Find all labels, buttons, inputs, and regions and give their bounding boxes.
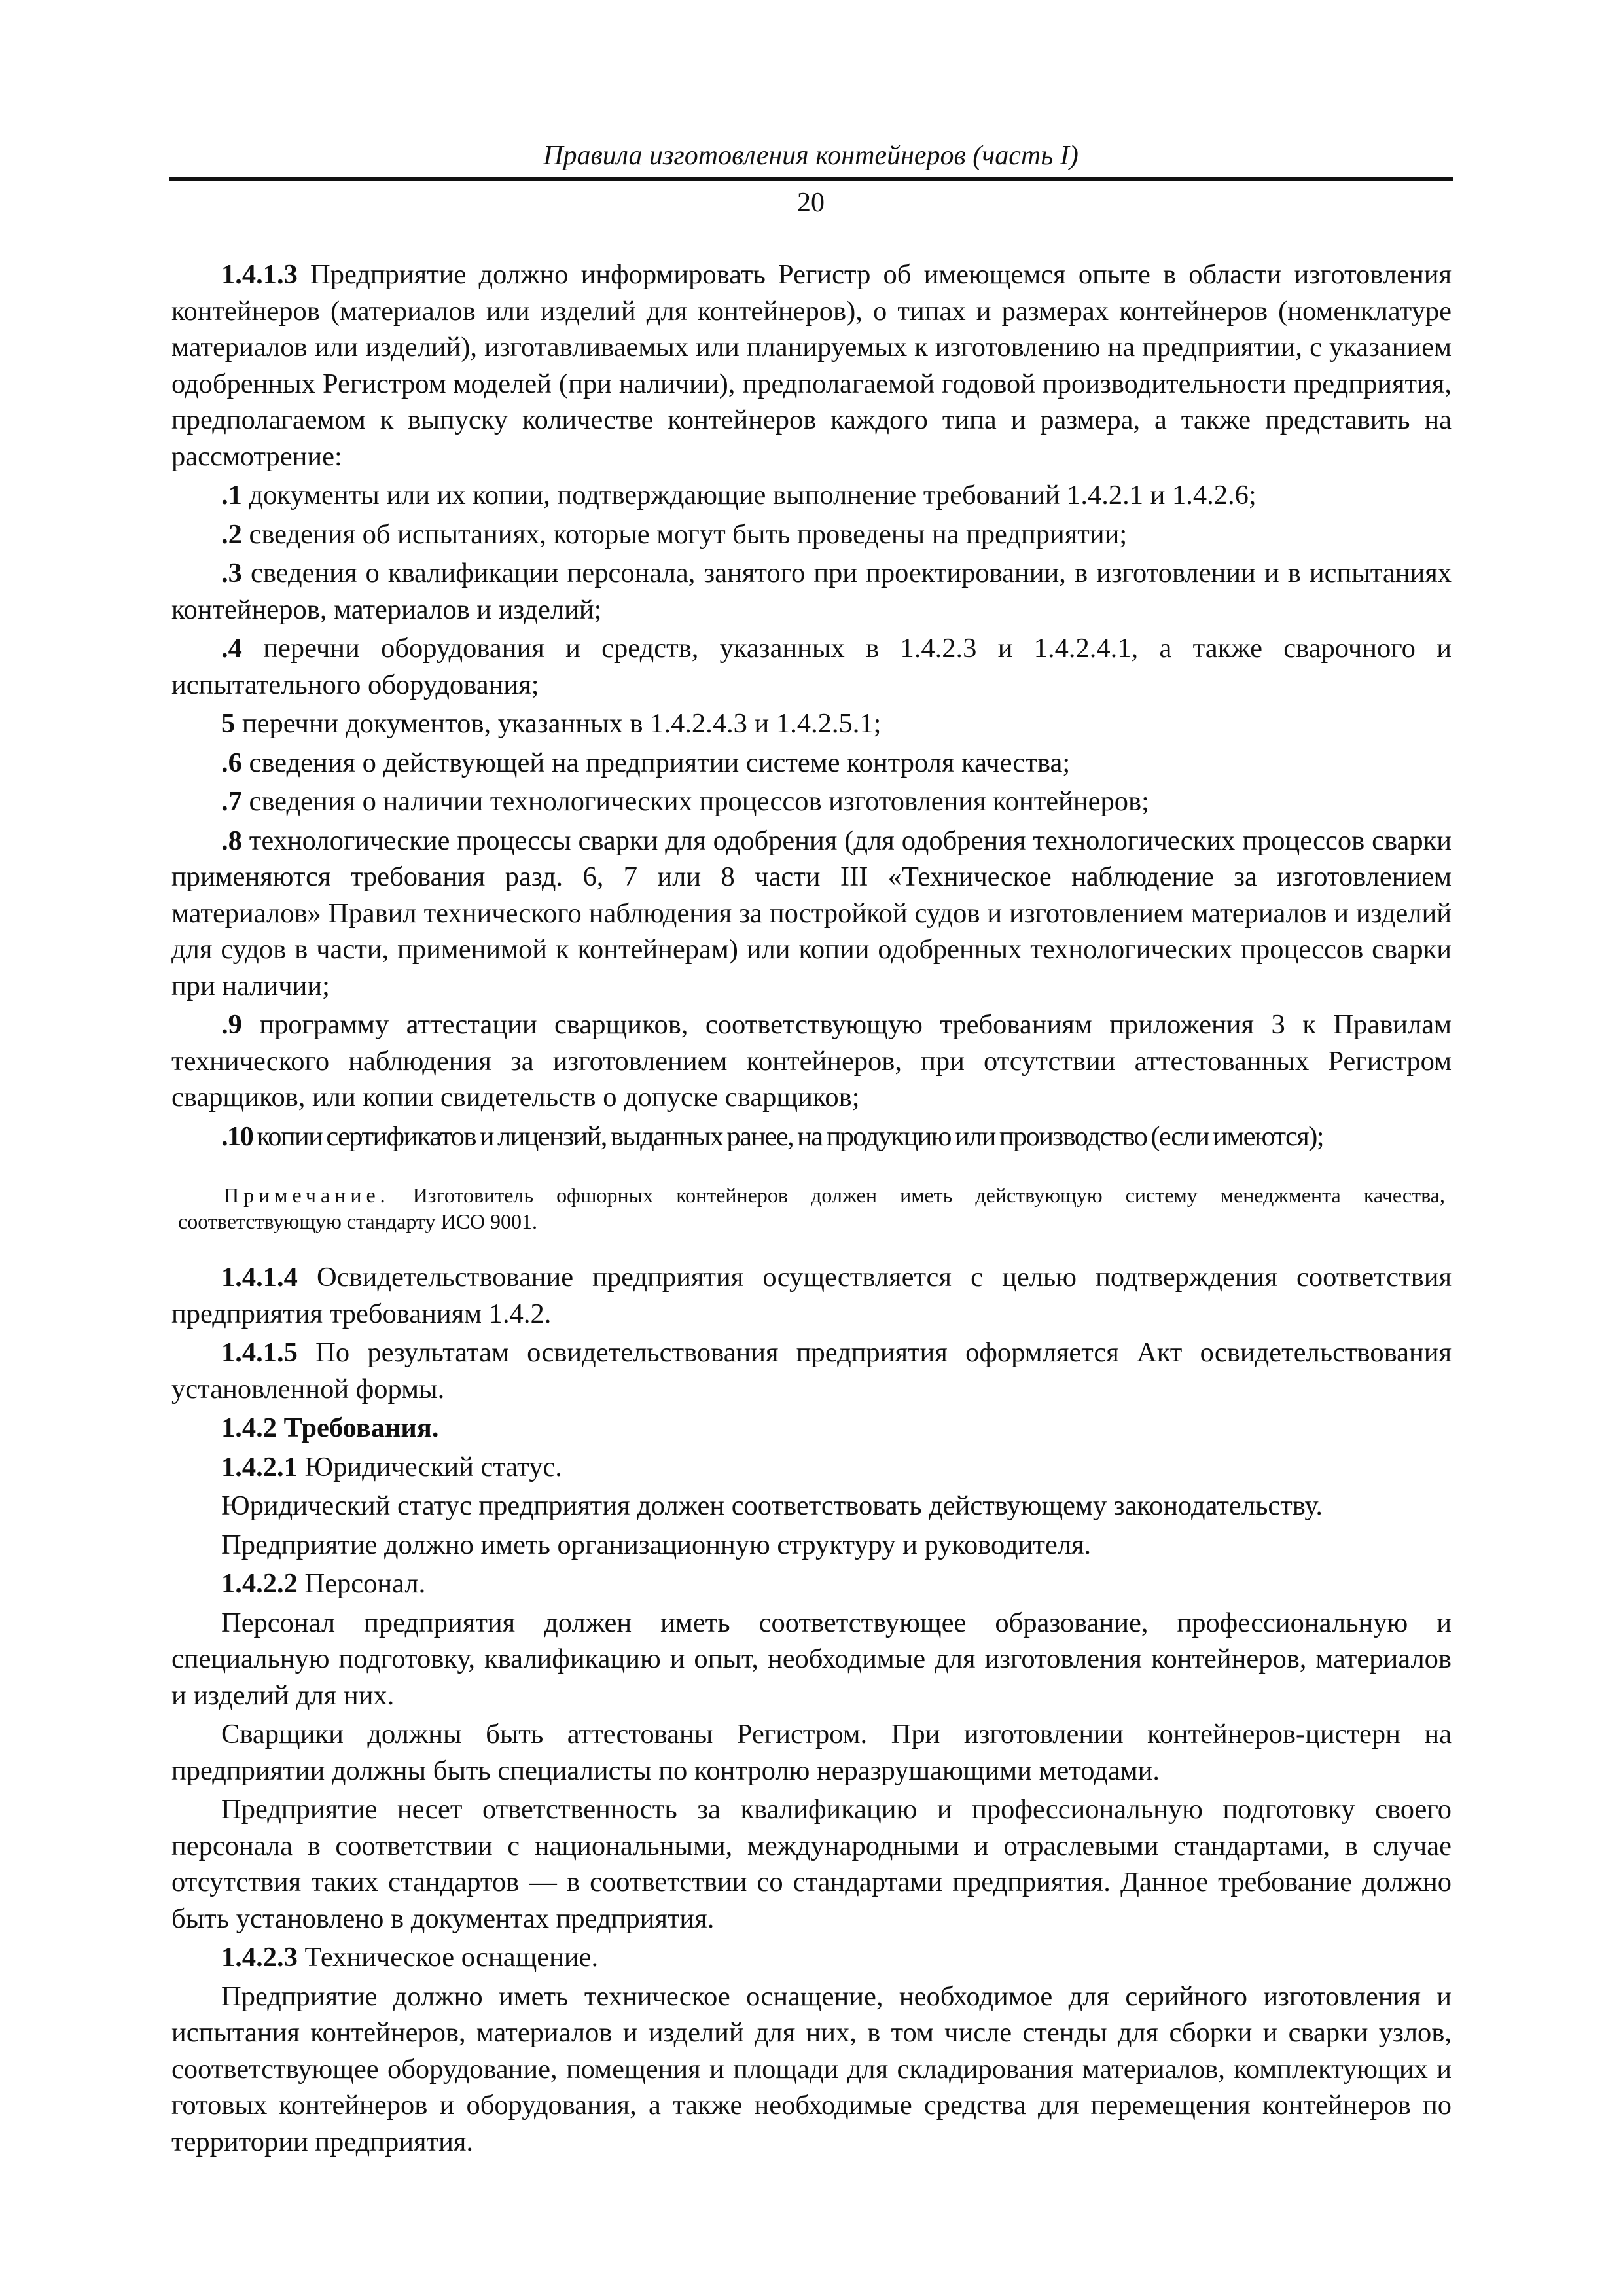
clause-text: Персонал.	[297, 1568, 426, 1599]
document-body	[171, 257, 1452, 2160]
clause-number: 1.4.2.2	[221, 1568, 298, 1599]
list-item-number: .10	[221, 1121, 253, 1152]
list-item-5	[171, 706, 1452, 742]
list-item-number: .1	[221, 480, 242, 511]
list-item-text: сведения о действующей на предприятии системе контроля качества;	[241, 747, 1071, 778]
clause-number: 1.4.2.3	[221, 1942, 298, 1973]
section-heading-1-4-2: 1.4.2 Требования.	[221, 1412, 439, 1443]
header-rule	[169, 177, 1453, 181]
clause-text: Юридический статус.	[297, 1451, 562, 1482]
page-number: 20	[797, 188, 825, 218]
list-item-text: документы или их копии, подтверждающие выполнение требований 1.4.2.1 и 1.4.2.6;	[241, 480, 1257, 511]
note-text: Изготовитель офшорных контейнеров должен иметь действующую систему менеджмента качества, соответствующую стандарту ИСО 9001.	[178, 1183, 1445, 1233]
list-item-9	[171, 1007, 1452, 1116]
paragraph-1-4-1-5	[171, 1335, 1452, 1407]
list-item-text: сведения о квалификации персонала, занятого при проектировании, в изготовлении и в испытаниях контейнеров, материалов и изделий;	[171, 558, 1452, 625]
paragraph-1-4-1-4	[171, 1259, 1452, 1332]
list-item-text: сведения о наличии технологических процессов изготовления контейнеров;	[241, 786, 1149, 817]
list-item-number: .8	[221, 825, 242, 856]
clause-number: 1.4.2.1	[221, 1451, 298, 1482]
list-item-text: сведения об испытаниях, которые могут быть проведены на предприятии;	[241, 518, 1128, 550]
paragraph-technical-equipment: Предприятие должно иметь техническое оснащение, необходимое для серийного изготовления и испытания контейнеров, материалов и изделий для них, в том числе стенды для сборки и сварки узлов, соответствующее оборудование, помещения и площади для складирования материалов, комплектующих и готовых контейнеров и оборудования, а также необходимые средства для перемещения контейнеров по территории предприятия.	[171, 1981, 1452, 2157]
list-item-number: .6	[221, 747, 242, 778]
paragraph-staff-education: Персонал предприятия должен иметь соответствующее образование, профессиональную и специальную подготовку, квалификацию и опыт, необходимые для изготовления контейнеров, материалов и изделий для них.	[171, 1607, 1452, 1711]
list-item-text: программу аттестации сварщиков, соответствующую требованиям приложения 3 к Правилам технического наблюдения за изготовлением контейнеров, при отсутствии аттестованных Регистром сварщиков, или копии свидетельств о допуске сварщиков;	[171, 1009, 1452, 1113]
clause-number: 1.4.1.3	[221, 259, 298, 290]
clause-number: 1.4.1.5	[221, 1337, 298, 1368]
list-item-text: перечни документов, указанных в 1.4.2.4.3 и 1.4.2.5.1;	[235, 708, 882, 739]
clause-text: По результатам освидетельствования предприятия оформляется Акт освидетельствования установленной формы.	[171, 1337, 1452, 1405]
clause-text: Освидетельствование предприятия осуществляется с целью подтверждения соответствия предприятия требованиям 1.4.2.	[171, 1262, 1452, 1329]
subsection-1-4-2-1	[171, 1449, 1452, 1486]
list-item-3	[171, 555, 1452, 628]
running-header: Правила изготовления контейнеров (часть I)	[543, 141, 1079, 171]
list-item-number: .3	[221, 558, 242, 588]
list-item-1	[171, 477, 1452, 514]
list-item-number: .2	[221, 518, 242, 550]
list-item-text: копии сертификатов и лицензий, выданных ранее, на продукцию или производство (если имеются);	[253, 1121, 1323, 1152]
list-item-text: перечни оборудования и средств, указанных в 1.4.2.3 и 1.4.2.4.1, а также сварочного и испытательного оборудования;	[171, 633, 1452, 700]
list-item-2	[171, 516, 1452, 553]
list-item-number: .4	[221, 633, 242, 664]
list-item-8	[171, 823, 1452, 1005]
paragraph-legal-status: Юридический статус предприятия должен соответствовать действующему законодательству.	[221, 1490, 1323, 1521]
subsection-1-4-2-2	[171, 1566, 1452, 1602]
paragraph-org-structure: Предприятие должно иметь организационную структуру и руководителя.	[221, 1529, 1092, 1560]
clause-text: Техническое оснащение.	[297, 1942, 599, 1973]
paragraph-staff-responsibility: Предприятие несет ответственность за квалификацию и профессиональную подготовку своего персонала в соответствии с национальными, международными и отраслевыми стандартами, в случае отсутствия таких стандартов — в соответствии со стандартами предприятия. Данное требование должно быть установлено в документах предприятия.	[171, 1794, 1452, 1934]
list-item-number: 5	[221, 708, 236, 739]
list-item-4	[171, 630, 1452, 703]
subsection-1-4-2-3	[171, 1939, 1452, 1976]
clause-number: 1.4.1.4	[221, 1262, 298, 1293]
list-item-10	[171, 1119, 1452, 1155]
paragraph-welders: Сварщики должны быть аттестованы Регистром. При изготовлении контейнеров-цистерн на предприятии должны быть специалисты по контролю неразрушающими методами.	[171, 1719, 1452, 1786]
note	[178, 1182, 1445, 1234]
note-label: Примечание.	[224, 1183, 390, 1207]
list-item-number: .7	[221, 786, 242, 817]
clause-text: Предприятие должно информировать Регистр об имеющемся опыте в области изготовления контейнеров (материалов или изделий для контейнеров), о типах и размерах контейнеров (номенклатуре материалов или изделий), изготавливаемых или планируемых к изготовлению на предприятии, с указанием одобренных Регистром моделей (при наличии), предполагаемой годовой производительности предприятия, предполагаемом к выпуску количестве контейнеров каждого типа и размера, а также представить на рассмотрение:	[171, 259, 1452, 472]
paragraph-1-4-1-3	[171, 257, 1452, 475]
list-item-number: .9	[221, 1009, 242, 1040]
list-item-7	[171, 783, 1452, 820]
list-item-text: технологические процессы сварки для одобрения (для одобрения технологических процессов сварки применяются требования разд. 6, 7 или 8 части III «Техническое наблюдение за изготовлением материалов» Правил технического наблюдения за постройкой судов и изготовлением материалов и изделий для судов в части, применимой к контейнерам) или копии одобренных технологических процессов сварки при наличии;	[171, 825, 1452, 1001]
list-item-6	[171, 745, 1452, 781]
